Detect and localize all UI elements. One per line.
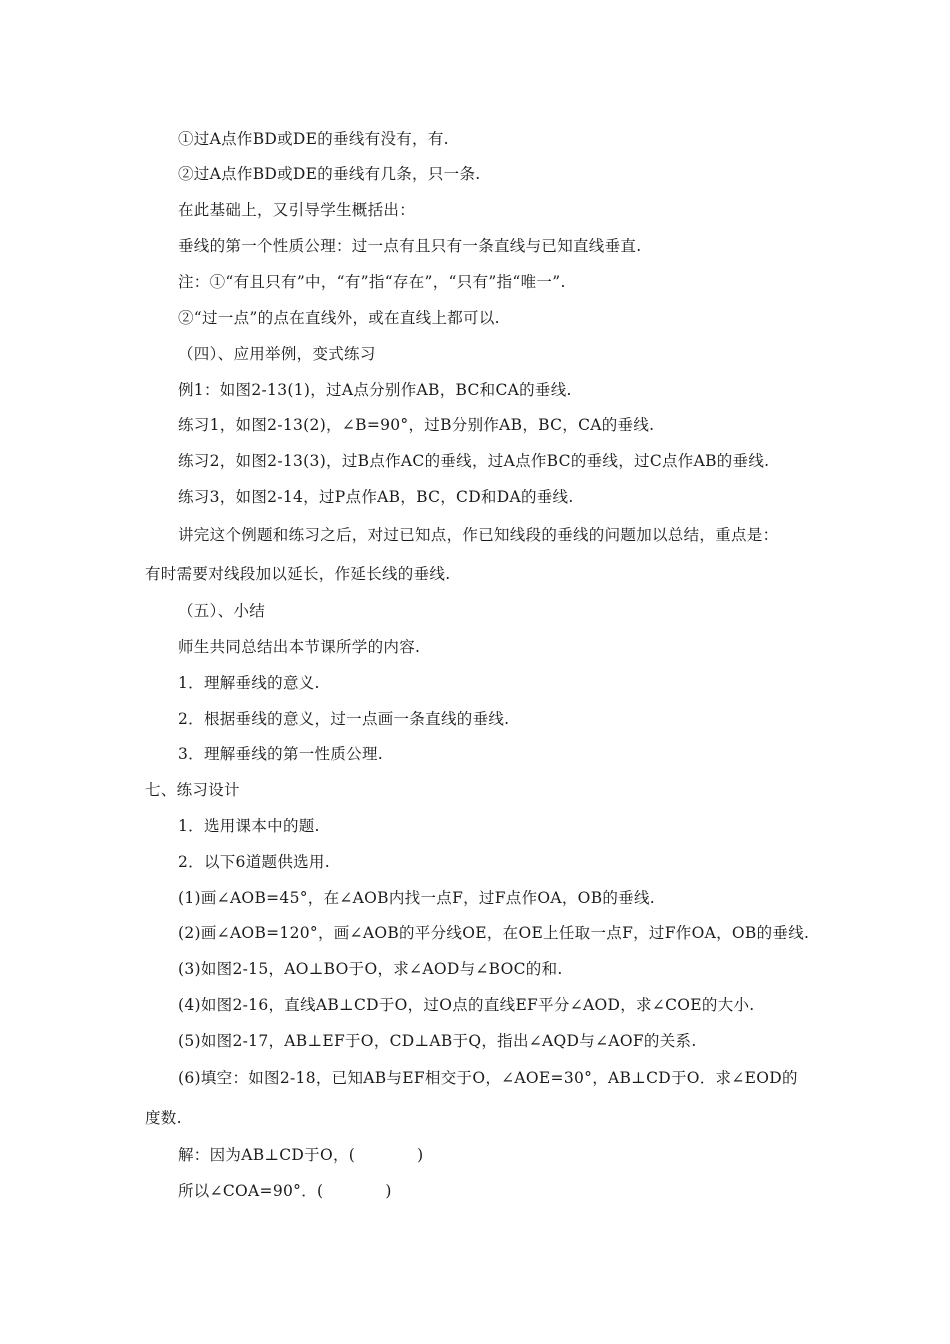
exercise-6: (6)填空：如图2-18，已知AB与EF相交于O，∠AOE=30°，AB⊥CD于O．求∠EOD的	[178, 1069, 798, 1087]
section-heading-5: （五）、小结	[178, 602, 266, 620]
section-heading-7: 七、练习设计	[145, 781, 240, 799]
text-line-13: 有时需要对线段加以延长，作延长线的垂线.	[145, 565, 451, 583]
text-line-1: ①过A点作BD或DE的垂线有没有，有.	[178, 130, 449, 148]
text-line-21: 2．以下6道题供选用.	[178, 853, 330, 871]
solution-line-2	[178, 1181, 392, 1201]
exercise-6-continued: 度数.	[145, 1109, 182, 1127]
list-item-2: 2．根据垂线的意义，过一点画一条直线的垂线.	[178, 710, 510, 728]
solution-line-2-text: 所以∠COA=90°．(	[178, 1182, 324, 1200]
solution-line-1-text: 解：因为AB⊥CD于O，(	[178, 1146, 356, 1164]
list-item-3: 3．理解垂线的第一性质公理.	[178, 745, 383, 763]
text-line-9: 练习1，如图2-13(2)，∠B=90°，过B分别作AB，BC，CA的垂线.	[178, 416, 655, 434]
exercise-2: (2)画∠AOB=120°，画∠AOB的平分线OE，在OE上任取一点F，过F作OA，OB的垂线.	[178, 924, 810, 942]
solution-line-1	[178, 1145, 423, 1165]
solution-line-2-close: )	[385, 1182, 392, 1200]
text-line-11: 练习3，如图2-14，过P点作AB，BC，CD和DA的垂线.	[178, 488, 574, 506]
text-line-15: 师生共同总结出本节课所学的内容.	[178, 638, 421, 656]
list-item-1: 1．理解垂线的意义.	[178, 674, 320, 692]
exercise-5: (5)如图2-17，AB⊥EF于O，CD⊥AB于Q，指出∠AQD与∠AOF的关系.	[178, 1032, 697, 1050]
text-line-3: 在此基础上，又引导学生概括出：	[178, 201, 416, 219]
section-heading-4: （四）、应用举例，变式练习	[178, 345, 376, 363]
text-line-5: 注：①“有且只有”中，“有”指“存在”，“只有”指“唯一”.	[178, 273, 566, 291]
exercise-4: (4)如图2-16，直线AB⊥CD于O，过O点的直线EF平分∠AOD，求∠COE的大小.	[178, 996, 755, 1014]
text-line-6: ②“过一点”的点在直线外，或在直线上都可以.	[178, 309, 500, 327]
text-line-12: 讲完这个例题和练习之后，对过已知点，作已知线段的垂线的问题加以总结，重点是：	[178, 526, 779, 544]
text-line-20: 1．选用课本中的题.	[178, 817, 320, 835]
solution-line-1-close: )	[417, 1146, 424, 1164]
text-line-10: 练习2，如图2-13(3)，过B点作AC的垂线，过A点作BC的垂线，过C点作AB的垂线.	[178, 452, 770, 470]
text-line-2: ②过A点作BD或DE的垂线有几条，只一条.	[178, 165, 481, 183]
text-line-8: 例1：如图2-13(1)，过A点分别作AB，BC和CA的垂线.	[178, 381, 572, 399]
exercise-3: (3)如图2-15，AO⊥BO于O，求∠AOD与∠BOC的和.	[178, 960, 563, 978]
exercise-1: (1)画∠AOB=45°，在∠AOB内找一点F，过F点作OA，OB的垂线.	[178, 889, 656, 907]
text-line-4: 垂线的第一个性质公理：过一点有且只有一条直线与已知直线垂直.	[178, 237, 642, 255]
